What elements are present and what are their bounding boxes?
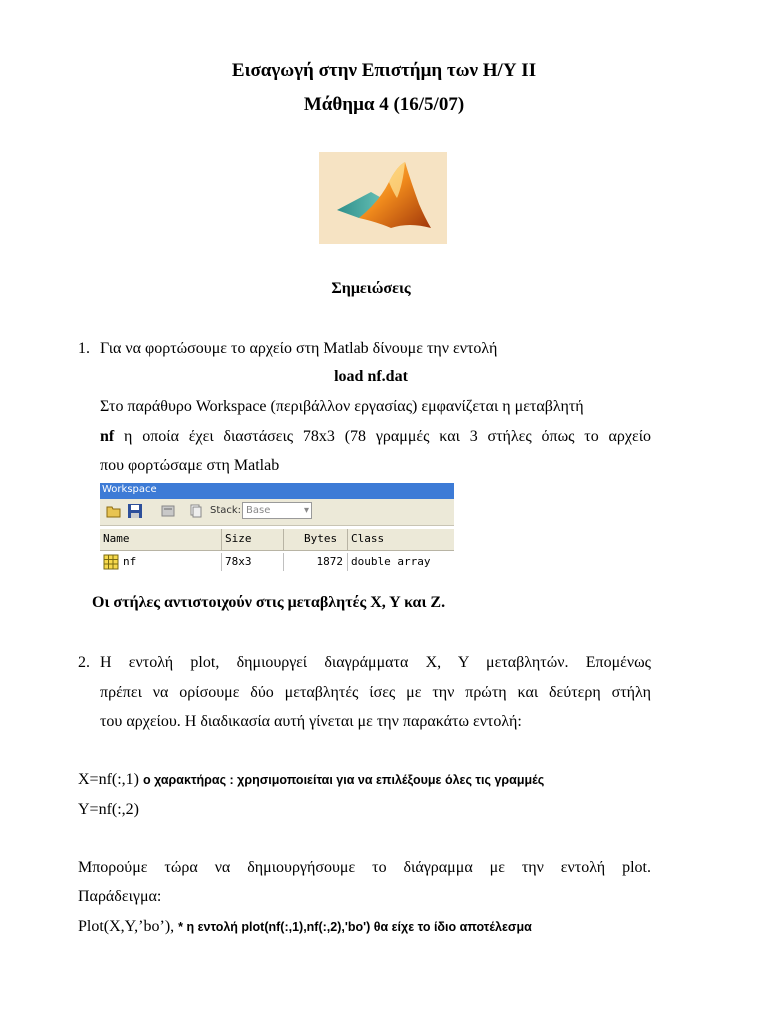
load-command: load nf.dat bbox=[334, 368, 408, 385]
columns-note: Οι στήλες αντιστοιχούν στις μεταβλητές X, Y και Z. bbox=[92, 594, 446, 611]
row-size: 78x3 bbox=[222, 553, 284, 571]
notes-heading: Σημειώσεις bbox=[331, 280, 411, 297]
plot-example: Plot(X,Y,’bo’), bbox=[78, 918, 175, 935]
print-icon[interactable] bbox=[188, 503, 204, 519]
plot-example-note: * η εντολή plot(nf(:,1),nf(:,2),'bo') θα είχε το ίδιο αποτέλεσμα bbox=[178, 920, 532, 934]
workspace-window bbox=[100, 483, 454, 573]
document-subtitle: Μάθημα 4 (16/5/07) bbox=[303, 94, 465, 115]
stack-dropdown[interactable] bbox=[242, 502, 312, 519]
chevron-down-icon: ▾ bbox=[303, 505, 309, 516]
plot-line2: Παράδειγμα: bbox=[78, 888, 162, 905]
workspace-titlebar: Workspace bbox=[100, 483, 454, 499]
plot-line1: Μπορούμε τώρα να δημιουργήσουμε το διάγραμμα με την εντολή plot. bbox=[78, 859, 651, 876]
open-folder-icon[interactable] bbox=[106, 503, 122, 519]
item1-number: 1. bbox=[78, 340, 90, 357]
column-header-size[interactable]: Size bbox=[222, 529, 284, 551]
x-assignment: X=nf(:,1) bbox=[78, 771, 140, 788]
workspace-toolbar bbox=[100, 499, 454, 526]
item2-line3: του αρχείου. Η διαδικασία αυτή γίνεται με την παρακάτω εντολή: bbox=[100, 713, 522, 730]
stack-label: Stack: bbox=[210, 505, 242, 516]
matlab-logo-icon bbox=[319, 152, 447, 244]
stack-dropdown-value: Base bbox=[246, 505, 271, 516]
item1-line1: Για να φορτώσουμε το αρχείο στη Matlab δίνουμε την εντολή bbox=[100, 340, 498, 357]
item2-line2: πρέπει να ορίσουμε δύο μεταβλητές ίσες με την πρώτη και δεύτερη στήλη bbox=[100, 684, 651, 701]
item1-line4: που φορτώσαμε στη Matlab bbox=[100, 457, 280, 474]
document-title: Εισαγωγή στην Επιστήμη των Η/Υ ΙΙ bbox=[231, 60, 537, 81]
column-header-name[interactable]: Name bbox=[100, 529, 222, 551]
column-header-bytes[interactable]: Bytes bbox=[284, 529, 348, 551]
row-class: double array bbox=[351, 555, 431, 568]
item1-line3 bbox=[100, 428, 651, 446]
item1-line2: Στο παράθυρο Workspace (περιβάλλον εργασίας) εμφανίζεται η μεταβλητή bbox=[100, 398, 584, 415]
save-icon[interactable] bbox=[127, 503, 143, 519]
array-grid-icon bbox=[103, 554, 119, 570]
item2-number: 2. bbox=[78, 654, 90, 671]
row-bytes: 1872 bbox=[284, 553, 348, 571]
x-comment: ο χαρακτήρας : χρησιμοποιείται για να επιλέξουμε όλες τις γραμμές bbox=[143, 773, 545, 787]
x-assignment-line bbox=[78, 771, 544, 789]
import-data-icon[interactable] bbox=[160, 503, 176, 519]
item1-line3-rest: η οποία έχει διαστάσεις 78x3 (78 γραμμές και 3 στήλες όπως το αρχείο bbox=[124, 428, 652, 445]
plot-example-line bbox=[78, 918, 532, 936]
nf-variable: nf bbox=[100, 428, 115, 445]
item2-line1: Η εντολή plot, δημιουργεί διαγράμματα X, Y μεταβλητών. Επομένως bbox=[100, 654, 651, 671]
column-header-class[interactable]: Class bbox=[348, 529, 454, 551]
y-assignment: Y=nf(:,2) bbox=[78, 801, 140, 818]
row-name: nf bbox=[120, 553, 222, 571]
